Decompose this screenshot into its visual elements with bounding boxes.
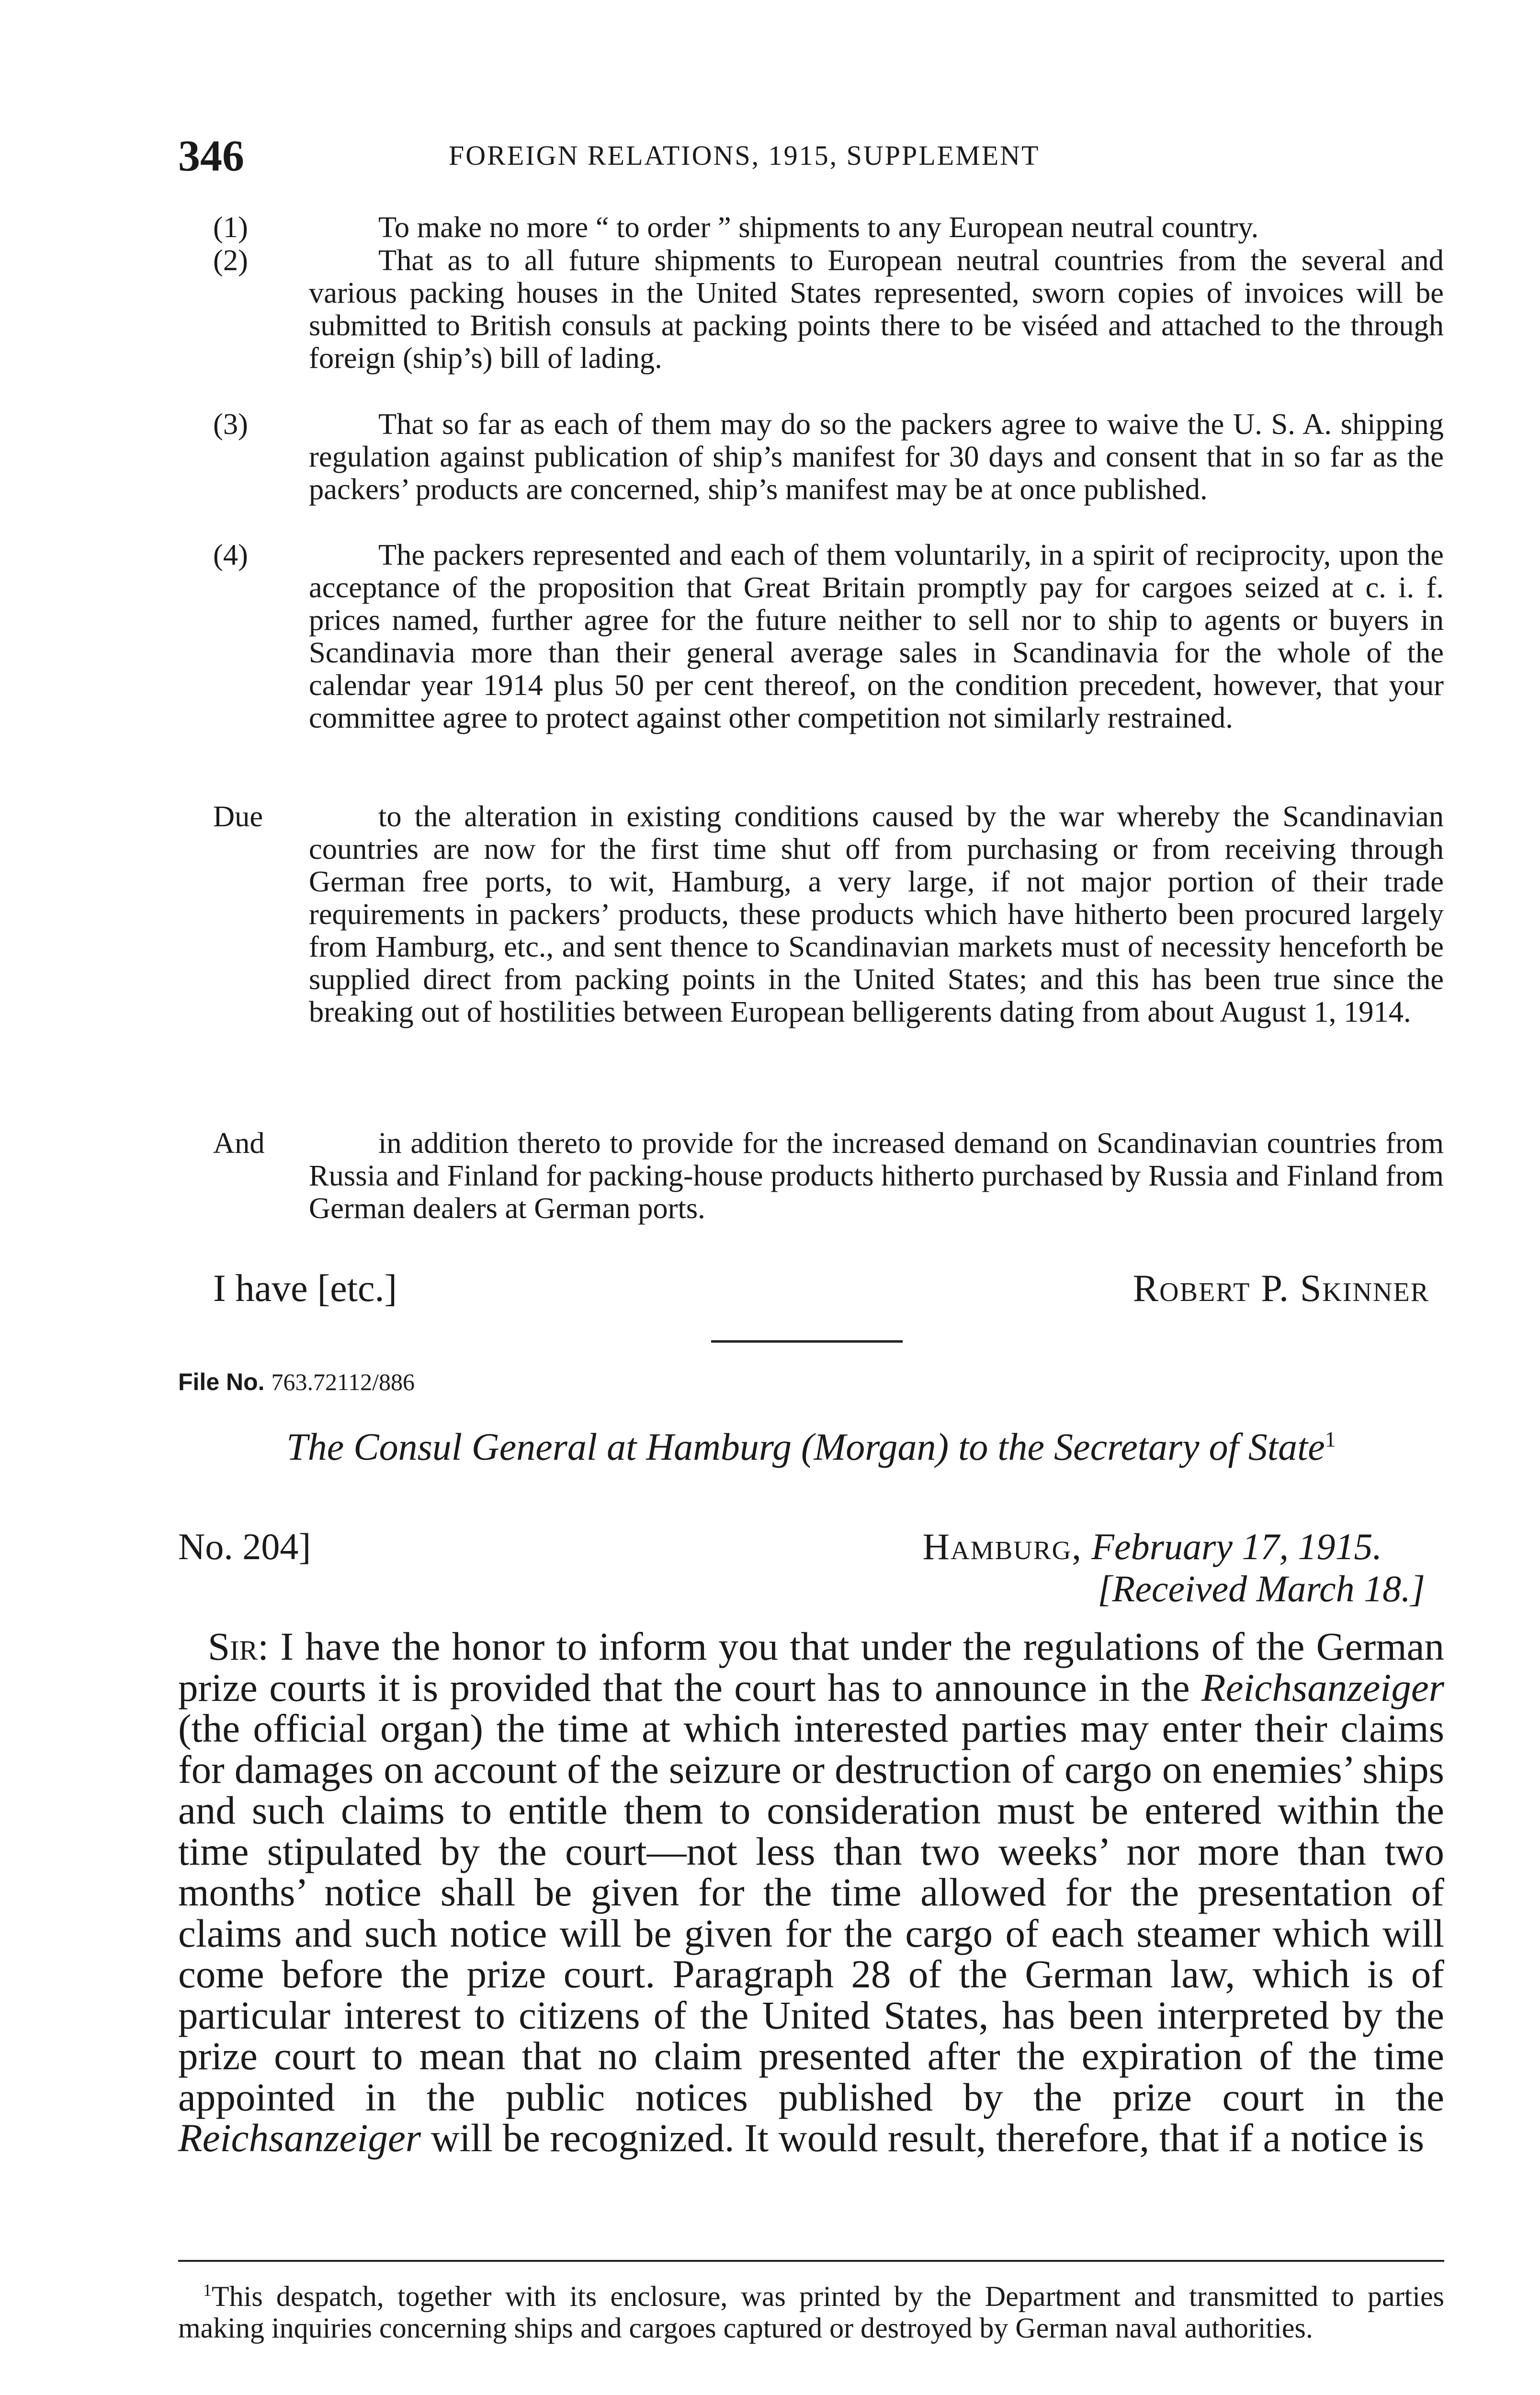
- list-item-1: [213, 211, 1444, 243]
- list-item-3: [213, 408, 1444, 505]
- footnote-text: This despatch, together with its enclosure, was printed by the Department and transmitted to parties making inquiries concerning ships and cargoes captured or destroyed by German naval authorities.: [178, 2281, 1444, 2344]
- received-date: [Received March 18.]: [1098, 1568, 1425, 1609]
- list-text: That as to all future shipments to European neutral countries from the several and various packing houses in the United States represented, sworn copies of invoices will be submitted to British consuls at packing points there to be viséed and attached to the through foreign (ship’s) bill of lading.: [309, 243, 1444, 375]
- date: February 17, 1915.: [1091, 1526, 1382, 1567]
- place-date: [923, 1526, 1382, 1568]
- file-label: File No.: [178, 1369, 265, 1395]
- dateline: [178, 1526, 1444, 1621]
- body-text-part: (the official organ) the time at which interested parties may enter their claims for damages on account of the seizure or destruction of cargo on enemies’ ships and such claims to entitle them to consideration must be entered within the time stipulated by the court—not less than two weeks’ nor more than two months’ notice shall be given for the time allowed for the presentation of claims and such notice will be given for the cargo of each steamer which will come before the prize court. Paragraph 28 of the German law, which is of particular interest to citizens of the United States, has been interpreted by the prize court to mean that no claim presented after the expiration of the time appointed in the public notices published by the prize court in the: [178, 1706, 1444, 2119]
- title-text: The Consul General at Hamburg (Morgan) to the Secretary of State: [286, 1426, 1325, 1469]
- and-paragraph: [213, 1127, 1444, 1224]
- list-number: (3): [213, 407, 248, 441]
- list-text: That so far as each of them may do so the packers agree to waive the U. S. A. shipping regulation against publication of ship’s manifest for 30 days and consent that in so far as the packers’ products are concerned, ship’s manifest may be at once published.: [309, 407, 1444, 506]
- body-text-part: : I have the honor to inform you that under the regulations of the German prize courts it is provided that the court has to announce in the: [178, 1624, 1444, 1710]
- paragraph-text: to the alteration in existing conditions caused by the war whereby the Scandinavian countries are now for the first time shut off from purchasing or from receiving through German free ports, to wit, Hamburg, a very large, if not major portion of their trade requirements in packers’ products, these products which have hitherto been procured largely from Hamburg, etc., and sent thence to Scandinavian markets must of necessity henceforth be supplied direct from packing points in the United States; and this has been true since the breaking out of hostilities between European belligerents dating from about August 1, 1914.: [309, 799, 1444, 1028]
- body-text-part: will be recognized. It would result, therefore, that if a notice is: [421, 2116, 1425, 2160]
- gazette-name: Reichsanzeiger: [1201, 1665, 1444, 1710]
- section-divider: [711, 1340, 903, 1343]
- footnote-rule: [178, 2260, 1444, 2262]
- running-head: FOREIGN RELATIONS, 1915, SUPPLEMENT: [449, 140, 1040, 171]
- salutation: Sir: [208, 1624, 258, 1668]
- page-number: 346: [178, 131, 244, 180]
- paragraph-lead: Due: [213, 799, 263, 833]
- list-text: To make no more “ to order ” shipments to any European neutral country.: [378, 210, 1259, 244]
- list-number: (2): [213, 243, 248, 277]
- paragraph-text: in addition thereto to provide for the increased demand on Scandinavian countries from Russia and Finland for packing-house products hitherto purchased by Russia and Finland from German dealers at German ports.: [309, 1126, 1444, 1225]
- due-paragraph: [213, 800, 1444, 1028]
- footnote: [178, 2274, 1444, 2344]
- list-text: The packers represented and each of them voluntarily, in a spirit of reciprocity, upon the acceptance of the proposition that Great Britain promptly pay for cargoes seized at c. i. f. prices named, further agree for the future neither to sell nor to ship to agents or buyers in Scandinavia more than their general average sales in Scandinavia for the whole of the calendar year 1914 plus 50 per cent thereof, on the condition precedent, however, that your committee agree to protect against other competition not similarly restrained.: [309, 538, 1444, 734]
- footnote-marker: 1: [1325, 1427, 1336, 1451]
- file-number: [178, 1365, 415, 1399]
- gazette-name: Reichsanzeiger: [178, 2116, 421, 2160]
- closing-text: I have [etc.]: [213, 1267, 397, 1310]
- list-item-2: [213, 244, 1444, 374]
- page-header: [178, 129, 1444, 182]
- list-item-4: [213, 538, 1444, 734]
- list-number: (4): [213, 538, 248, 571]
- file-code: 763.72112/886: [271, 1369, 415, 1395]
- signature-line: [213, 1265, 1444, 1312]
- body-paragraph: [178, 1626, 1444, 2159]
- place: Hamburg,: [922, 1526, 1082, 1567]
- despatch-number: No. 204]: [178, 1526, 311, 1567]
- list-number: (1): [213, 210, 248, 244]
- document-title: [178, 1418, 1444, 1469]
- signatory-name: Robert P. Skinner: [1132, 1267, 1429, 1310]
- paragraph-lead: And: [213, 1126, 265, 1160]
- footnote-mark: 1: [203, 2281, 212, 2300]
